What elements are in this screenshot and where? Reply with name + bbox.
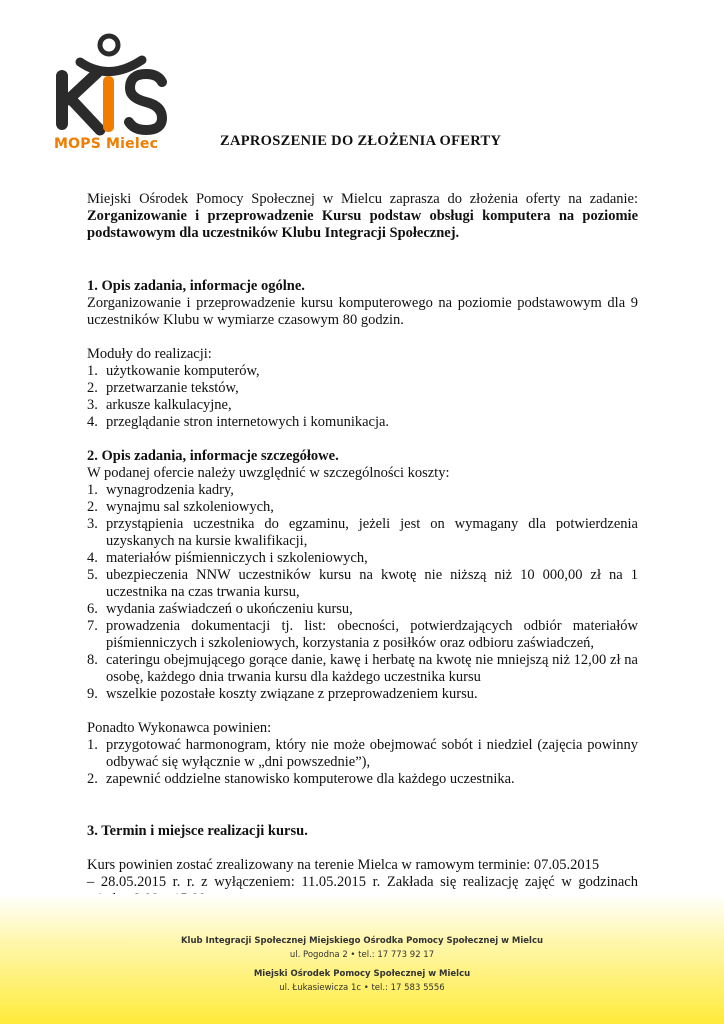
list-item: 8. cateringu obejmującego gorące danie, kawę i herbatę na kwotę nie mniejszą niż 12,00 zł na osobę, każdego dnia trwania kursu dla każdego uczestnika kursu bbox=[87, 652, 638, 685]
section2-heading: 2. Opis zadania, informacje szczegółowe. bbox=[87, 448, 339, 464]
list-item: 4. przeglądanie stron internetowych i komunikacja. bbox=[87, 414, 390, 430]
modules-label: Moduły do realizacji: bbox=[87, 346, 212, 362]
list-item: 9. wszelkie pozostałe koszty związane z przeprowadzeniem kursu. bbox=[87, 686, 478, 702]
footer-address-1: ul. Pogodna 2 • tel.: 17 773 92 17 bbox=[289, 950, 435, 960]
footer-org-1: Klub Integracji Społecznej Miejskiego Ośrodka Pomocy Społecznej w Mielcu bbox=[180, 936, 544, 946]
footer bbox=[0, 934, 724, 995]
list-item: 1. przygotować harmonogram, który nie może obejmować sobót i niedziel (zajęcia powinny odbywać się wyłącznie w „dni powszednie”), bbox=[87, 737, 638, 770]
intro-paragraph bbox=[87, 191, 638, 242]
list-item: 2. przetwarzanie tekstów, bbox=[87, 380, 239, 396]
list-item: 5. ubezpieczenia NNW uczestników kursu na kwotę nie niższą niż 10 000,00 zł na 1 uczestnika na czas trwania kursu, bbox=[87, 567, 638, 600]
list-item: 4. materiałów piśmienniczych i szkoleniowych, bbox=[87, 550, 368, 566]
footer-address-2: ul. Łukasiewicza 1c • tel.: 17 583 5556 bbox=[279, 983, 445, 993]
intro-text: Miejski Ośrodek Pomocy Społecznej w Mielcu zaprasza do złożenia oferty na zadanie: bbox=[87, 191, 638, 207]
section1-heading: 1. Opis zadania, informacje ogólne. bbox=[87, 278, 305, 294]
list-item: 6. wydania zaświadczeń o ukończeniu kursu, bbox=[87, 601, 353, 617]
list-item: 1. użytkowanie komputerów, bbox=[87, 363, 260, 379]
intro-task: Zorganizowanie i przeprowadzenie Kursu podstaw obsługi komputera na poziomie podstawowym dla uczestników Klubu Integracji Społecznej. bbox=[87, 208, 638, 241]
footer-org-2: Miejski Ośrodek Pomocy Społecznej w Mielcu bbox=[253, 969, 471, 979]
section3-text-line1: Kurs powinien zostać zrealizowany na terenie Mielca w ramowym terminie: 07.05.2015 bbox=[87, 857, 600, 873]
list-item: 3. arkusze kalkulacyjne, bbox=[87, 397, 232, 413]
modules-list bbox=[87, 363, 638, 431]
contractor-label: Ponadto Wykonawca powinien: bbox=[87, 720, 272, 736]
list-item: 3. przystąpienia uczestnika do egzaminu, jeżeli jest on wymagany dla potwierdzenia uzyskanych na kursie kwalifikacji, bbox=[87, 516, 638, 549]
page-title: ZAPROSZENIE DO ZŁOŻENIA OFERTY bbox=[220, 133, 502, 149]
logo-subtitle: MOPS Mielec bbox=[54, 136, 159, 152]
list-item: 2. zapewnić oddzielne stanowisko komputerowe dla każdego uczestnika. bbox=[87, 771, 515, 787]
costs-label: W podanej ofercie należy uwzględnić w szczególności koszty: bbox=[87, 465, 450, 481]
list-item: 7. prowadzenia dokumentacji tj. list: obecności, potwierdzających odbiór materiałów piśmienniczych i szkoleniowych, korzystania z posiłków oraz odbioru zaświadczeń, bbox=[87, 618, 638, 651]
list-item: 2. wynajmu sal szkoleniowych, bbox=[87, 499, 274, 515]
list-item: 1. wynagrodzenia kadry, bbox=[87, 482, 234, 498]
document-body bbox=[87, 191, 638, 908]
costs-list bbox=[87, 482, 638, 703]
section3-text-line2: – 28.05.2015 r. r. z wyłączeniem: 11.05.2015 r. Zakłada się realizację zajęć w godzinach bbox=[87, 874, 638, 890]
section3-heading: 3. Termin i miejsce realizacji kursu. bbox=[87, 823, 308, 839]
contractor-list bbox=[87, 737, 638, 788]
section1-text: Zorganizowanie i przeprowadzenie kursu komputerowego na poziomie podstawowym dla 9 uczestników Klubu w wymiarze czasowym 80 godzin. bbox=[87, 295, 638, 328]
